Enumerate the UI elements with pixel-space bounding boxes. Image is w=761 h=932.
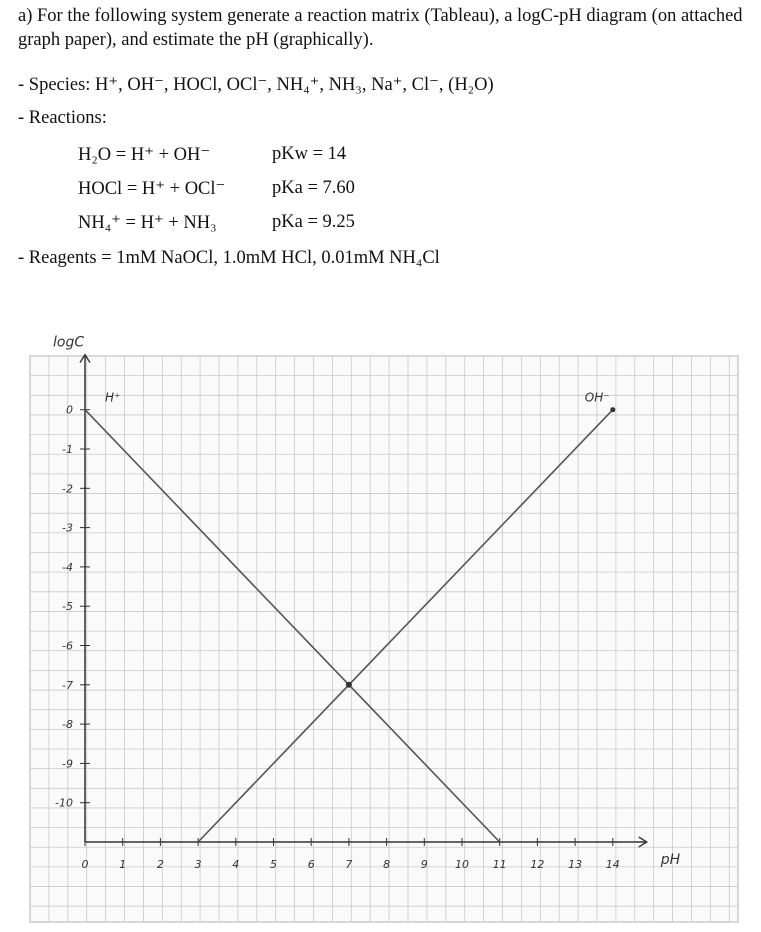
x-tick-label: 10 xyxy=(455,858,469,871)
y-tick-label: -1 xyxy=(62,443,73,456)
y-tick-label: -9 xyxy=(62,757,73,771)
species-list: - Species: H⁺, OH⁻, HOCl, OCl⁻, NH₄⁺, NH₃, Na⁺, Cl⁻, (H₂O) xyxy=(18,75,494,95)
x-tick-label: 5 xyxy=(270,858,277,871)
y-axis-label: logC xyxy=(53,334,85,351)
reaction-equation-nh4: NH₄⁺ = H⁺ + NH₃ xyxy=(78,213,217,233)
x-tick-label: 11 xyxy=(492,858,507,871)
x-axis-label: pH xyxy=(660,852,681,868)
reaction-constant-water: pKw = 14 xyxy=(272,144,347,164)
x-tick-label: 9 xyxy=(420,858,428,871)
reaction-equation-hocl: HOCl = H⁺ + OCl⁻ xyxy=(78,179,226,199)
reaction-equation-water: H₂O = H⁺ + OH⁻ xyxy=(78,145,211,165)
y-tick-label: -4 xyxy=(62,560,73,574)
x-tick-label: 13 xyxy=(568,858,583,871)
series-end-point xyxy=(610,407,615,412)
y-tick-label: -10 xyxy=(55,796,73,810)
grid-lines xyxy=(30,356,738,922)
y-tick-label: 0 xyxy=(66,403,73,417)
intersection-point xyxy=(346,682,352,688)
x-tick-label: 3 xyxy=(194,858,202,871)
x-tick-label: 12 xyxy=(530,858,545,871)
x-tick-label: 2 xyxy=(156,858,164,871)
x-tick-label: 7 xyxy=(345,858,353,871)
reaction-constant-nh4: pKa = 9.25 xyxy=(272,212,355,232)
reagents-line: - Reagents = 1mM NaOCl, 1.0mM HCl, 0.01mM NH₄Cl xyxy=(18,248,440,268)
graph-paper-border xyxy=(30,356,738,922)
y-tick-label: -8 xyxy=(62,718,73,732)
y-tick-label: -5 xyxy=(62,600,73,614)
y-tick-label: -2 xyxy=(62,482,73,496)
x-tick-label: 1 xyxy=(119,858,127,871)
y-tick-label: -6 xyxy=(62,639,73,653)
x-tick-label: 6 xyxy=(307,858,315,871)
reaction-constant-hocl: pKa = 7.60 xyxy=(272,178,355,198)
series-label-oh-minus: OH⁻ xyxy=(584,390,610,405)
x-tick-label: 0 xyxy=(81,858,89,871)
reactions-heading: - Reactions: xyxy=(18,108,107,128)
x-tick-label: 14 xyxy=(605,858,620,871)
problem-intro: a) For the following system generate a reaction matrix (Tableau), a logC-pH diagram (on attached graph paper), and estimate the pH (graphically). xyxy=(18,6,743,50)
x-tick-label: 8 xyxy=(383,858,391,871)
series-label-h-plus: H⁺ xyxy=(105,390,121,405)
y-tick-label: -3 xyxy=(62,521,73,535)
logc-ph-chart xyxy=(0,334,761,927)
graph-paper xyxy=(0,334,761,932)
x-tick-label: 4 xyxy=(232,858,240,871)
y-tick-label: -7 xyxy=(62,678,73,692)
